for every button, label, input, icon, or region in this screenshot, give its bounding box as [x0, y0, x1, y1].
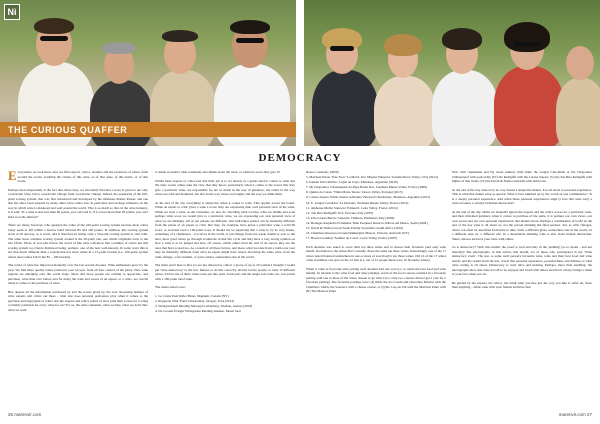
paragraph: The main point here is that we are not allowed to collect a group of up to 20 outside I thought I would put 'wine democracy' to the test. Indeed, to do this correctly, invited twelve people, to taste 15 different wines. All but one of these wines were put into pairs. Each pair, and the single solo wine out, was paired with a 100-point rated wine. [155, 263, 295, 281]
paragraph: Be guided by the experts, the critics, but drink what you like just the way you like it. After all, more than anything – drink wine with your friends and have fun! [452, 280, 592, 289]
paragraph: At the end of the day whilst we shouldn't ignore the experts and the critics scores for a particular wine, and their informed guidance when it comes to purchase of the same, it is perhaps our own views, our own scores and our own personal experiences that matters more. Perhaps a combination of both? At the end of the day wine is all about us, not the person drinking the final product. Just as with vintages, wines can often be described from time to time, from a different glass, somewhere else in the world, on a different date, by a different one. In a dependable drinking wine is also about human interaction. Share, discuss and love your wine with others. [452, 209, 592, 241]
list-item: 6. Kaiken Ultra Malbec, Lujan de Cuyo, Mendoza, Argentina [2016] [306, 180, 398, 185]
paragraph: Perhaps more importantly is the fact that, these days, we invariably find that a score is given to not only a particular wine, but to a particular vintage from a particular vintage. Indeed, the popularity of the 100-point scoring system, that was first introduced and developed by the infamous Robert Parker, and one that has since been adopted by many other wine critics, has, in particular, had an huge influence on the way in which wine is marketed and sold around the world. This is so much so that, in the wine industry, it is said: "If a wine scores less than 90 points, you can't sell it; if it scores more than 90 points, you can't hold it on the shelves!" [8, 187, 148, 219]
list-item: 3. Weingut Knoll Riesling Smaragd Loibenberg, Wachau, Austria [2018] [155, 303, 253, 308]
paragraph: There are many, however, who question the value of the 100-point scoring system because most wines today seem to fall within a narrow band between 85 and 100 points. In addition, this scoring system starts at 50 anyway, so it starts, and is therefore in reality only a 50-point scoring system to start with. The other most common scoring system around is the 20-point one, one which originates back to the late 1950s. Those of you who follow the world of fine wine will know that a number of critics use this scoring system too (Jancis Robinson being, perhaps, one of the best well-known). In some ways this is not that much different than a system that has most wines in a 15-point bracket (i.e. 100-point system where most wines fall in the 85 – 100 bracket). [8, 223, 148, 259]
article-column-3 [306, 170, 446, 405]
section-banner: THE CURIOUS QUAFFER [0, 122, 296, 137]
paragraph: Whilst most experts or critics feel that their job is to act merely as a guide when it comes to wine and the wine world, others take the view that they know, particularly when it comes to the scores that they give a particular wine, are responsible for not so much in the way of guidance, but rather in the way wines are sold and marketed, but also in the way wines are bought, and the way we drink them. [155, 178, 295, 196]
paragraph [8, 170, 148, 184]
paragraph: But, despite all the information purchased by and the scores given by, the ever increasing number of wine experts and critics out there - what role does personal preference play when it comes to the purchase and enjoyment of wine? Are the experts and critics points of view (and their scores for a wine) a reliable yardstick for every wine for us? For us, the wine consumer, what we like; what we don't like; what we want [8, 289, 148, 312]
list-item: 9. Catena Zapata 'White Stones' Adrianna Vineyard Chardonnay, Mendoza, Argentina [2015] [306, 195, 431, 200]
list-item: 7. Mt Chapoutier 'Chateauneuf-du-Pape Barbe Rac, Southern Rhone Valley, France [2006] [306, 185, 428, 190]
page-footer-right: marenvir.com 27 [558, 412, 592, 417]
paragraph: The wines tasted were: [155, 285, 186, 289]
list-item: 13. Elio Grasso Barolo 'Ginestra' Chiniera, Piedmont, Italy [2006] [306, 215, 395, 220]
drop-cap: E [8, 170, 17, 183]
paragraph: Each attendee was asked to score their top three wines and to choose their favourite (and one) wine match. In relation to the wines that I actually chose the same top three wines. Interestingly, one of the 17 wines tasted featured somewhere in one or more of everybody's top three wines. Old 16 of the 17 wines came in number one spot on the 12 lists (i.e. out of 12 people there were 16 favourite wines). [306, 244, 446, 263]
list-item: Ruwer, Germany [2006] [306, 170, 339, 174]
page-footer-left: 26 marenvir.com [8, 412, 42, 417]
list-item: 14. Bodegas Alejandro Fernández Tinto Pesquera Reserva, Ribera del Duero, Spain [2004] [306, 220, 428, 225]
list-item: 2. Rogereau Villé 'Fond' Chardonnay, Oregon, USA [2014] [155, 298, 234, 303]
magazine-logo: Ni [4, 4, 20, 20]
article-headline: DEMOCRACY [258, 152, 342, 164]
list-item: 11. Alphonse Mellot Sancerre 'Edmond', Loire Valley, France [2014] [306, 205, 398, 210]
paragraph: When it came to food and wine pairing each attendee had one vote (i.e. to name the best food and wine match). In relation to the wine food and wine pairings, seven of the food courses resulted in a favourite pairing with one or more of the wines chosen to go with it (i.e. only two courses did not get a vote for a favourite pairing). The favourite pairings were: (I) either the Ice Cream and Chocolate Mousse with the Chambers which, the Sancerre with a cheese course, or (I) the Coq-au-Vin with the Mas'beat Pinot with (II) The Mastroe Pinot [306, 266, 446, 294]
list-item: 8. Quinta do Crasto 'Vinha Maria Teresa', Douro Valley, Portugal [2015] [306, 190, 403, 195]
paragraph: The world of wine has improved markedly over the last several decades. Wine enthusiasts grow by the year. We find more quality wines produced, year on year, from all four corners of the globe. New wine regions are emerging onto the world stage. More and more people are coming to appreciate, and purchase, wine than ever before and for many the wine and scores of an expert, or a critic, are crucial when it comes to the purchase of wine. [8, 263, 148, 285]
article-column-1 [8, 170, 148, 405]
paragraph: At the end of the day wine is by no way means a subjective matter. It is all down to personal experience. This is what that makes wine so special. Wine is best summed up by the words of one commentator: "It is a deeply personal experience. And when those personal experiences align (I love that wine too!) a wine becomes a catalyst in human interaction". [452, 187, 592, 205]
list-item: 16. Chambers Rosewood Grand Rutherglen Muscat, Victoria, Australia [NV] [306, 231, 410, 236]
wine-list [155, 294, 295, 314]
photo-strip [0, 0, 600, 146]
list-item: 1. Le Cuvée Pont Killer Bruto, Magnum, Canada [NV] [155, 293, 229, 298]
paragraph-text: verywhere we look these days we find experts, critics, retailers and the producers of wines, from around the world, extolling the virtues of this wine, or of that wine, of this bottle, or of that bottle. [17, 170, 148, 183]
paragraph: Noir with clementine and fig cured salmon; (III) either the Guigal Côte-Rôtie or the Chapoutier Châteauneuf with pork belly; (IV) the Redigaffi with the Catena Zapata; (V) the Tua Rita Redigaffi with lighter of that steak; (VI) the David & Nadia Grenache with lamb loin. [452, 170, 592, 183]
paragraph: So is democracy? Well, this month, the proof is well and truly in the 'pudding' (so to speak – and not literally)! The photographs, in this article, this month, are of those who participated in my 'Wine democracy event'. The test, to some such person's favourite wine, wine and their best food and wine match, and the results from the test, reveal that personal experience, personal likes, and dislikes, is what wine tasting is all about. Democracy is truly alive and kicking. Perhaps, more than anything, the photographs show that wine is both to be enjoyed and loved with others and that it always brings a smile to your face when you do. [452, 245, 592, 276]
group-photo-right [304, 0, 600, 146]
list-item: 4. Dr. Loosen Ürziger Würzgarten Riesling Auslese, Mosel Saar [155, 308, 241, 313]
list-item: 15. David & Nadia Cowan Sadie Family Swartland, South Africa [2016] [306, 226, 404, 231]
list-item: 12. Tua Rita 'Redigaffi' IGT, Toscana, Italy [2007] [306, 210, 374, 215]
wine-list-continued [306, 170, 446, 241]
paragraph: to drink, no matter what somebody else thinks about the wine, or whatever score they give it? [155, 170, 281, 174]
paragraph: At the end of the day everything is subjective when it comes to wine. This applies across the board. When an expert or critic gives a wine a score, they are expressing their own personal view of the wine. When we taste a wine, as the consumer, we also do. Deciding what we like, what we dislike and even perhaps what score we would give to a particular wine, we are expressing our own personal view of what we are drinking. All of our palates are different. Our individual palates can be markedly different from the palate of an expert or critic that may, for example, have given a particular wine a solid 96 score, or awarded even a 100-point score. It should not be surprising that a wine is, by its very nature, something of a chameleon - it evolves in the bottle, it can change from one week, month or year to the next, most good wines go through evolutions in that life cycle and they have a very strong opinion on how a wine is to be judged and how, Of course, whilst others hold the cult of an expert, they are the ones that have scored too. As a result of all these factors, and more, what we taste from a bottle one year may be markedly different from what an expert might have tasted, involving the same wine, from the same vintage, a few months, or years earlier, somewhere else in the world. [155, 200, 295, 259]
group-photo-left [0, 0, 296, 146]
article-column-2 [155, 170, 295, 405]
list-item: 10. E. Guigal 'Condrieu' 'La Doriane', Northern Rhone Valley, France [2016] [306, 200, 409, 205]
list-item: 5. Mas'beat Estate 'Free Now' 'La Mont', Ilvo Migual Vineyard, Sonoma River Valley, USA [2014] [306, 175, 438, 180]
list-item: 17. Bouvet Ladubay 'Saumur de Caves', Loire Valley, France [2007] [306, 236, 398, 241]
article-column-4 [452, 170, 592, 405]
